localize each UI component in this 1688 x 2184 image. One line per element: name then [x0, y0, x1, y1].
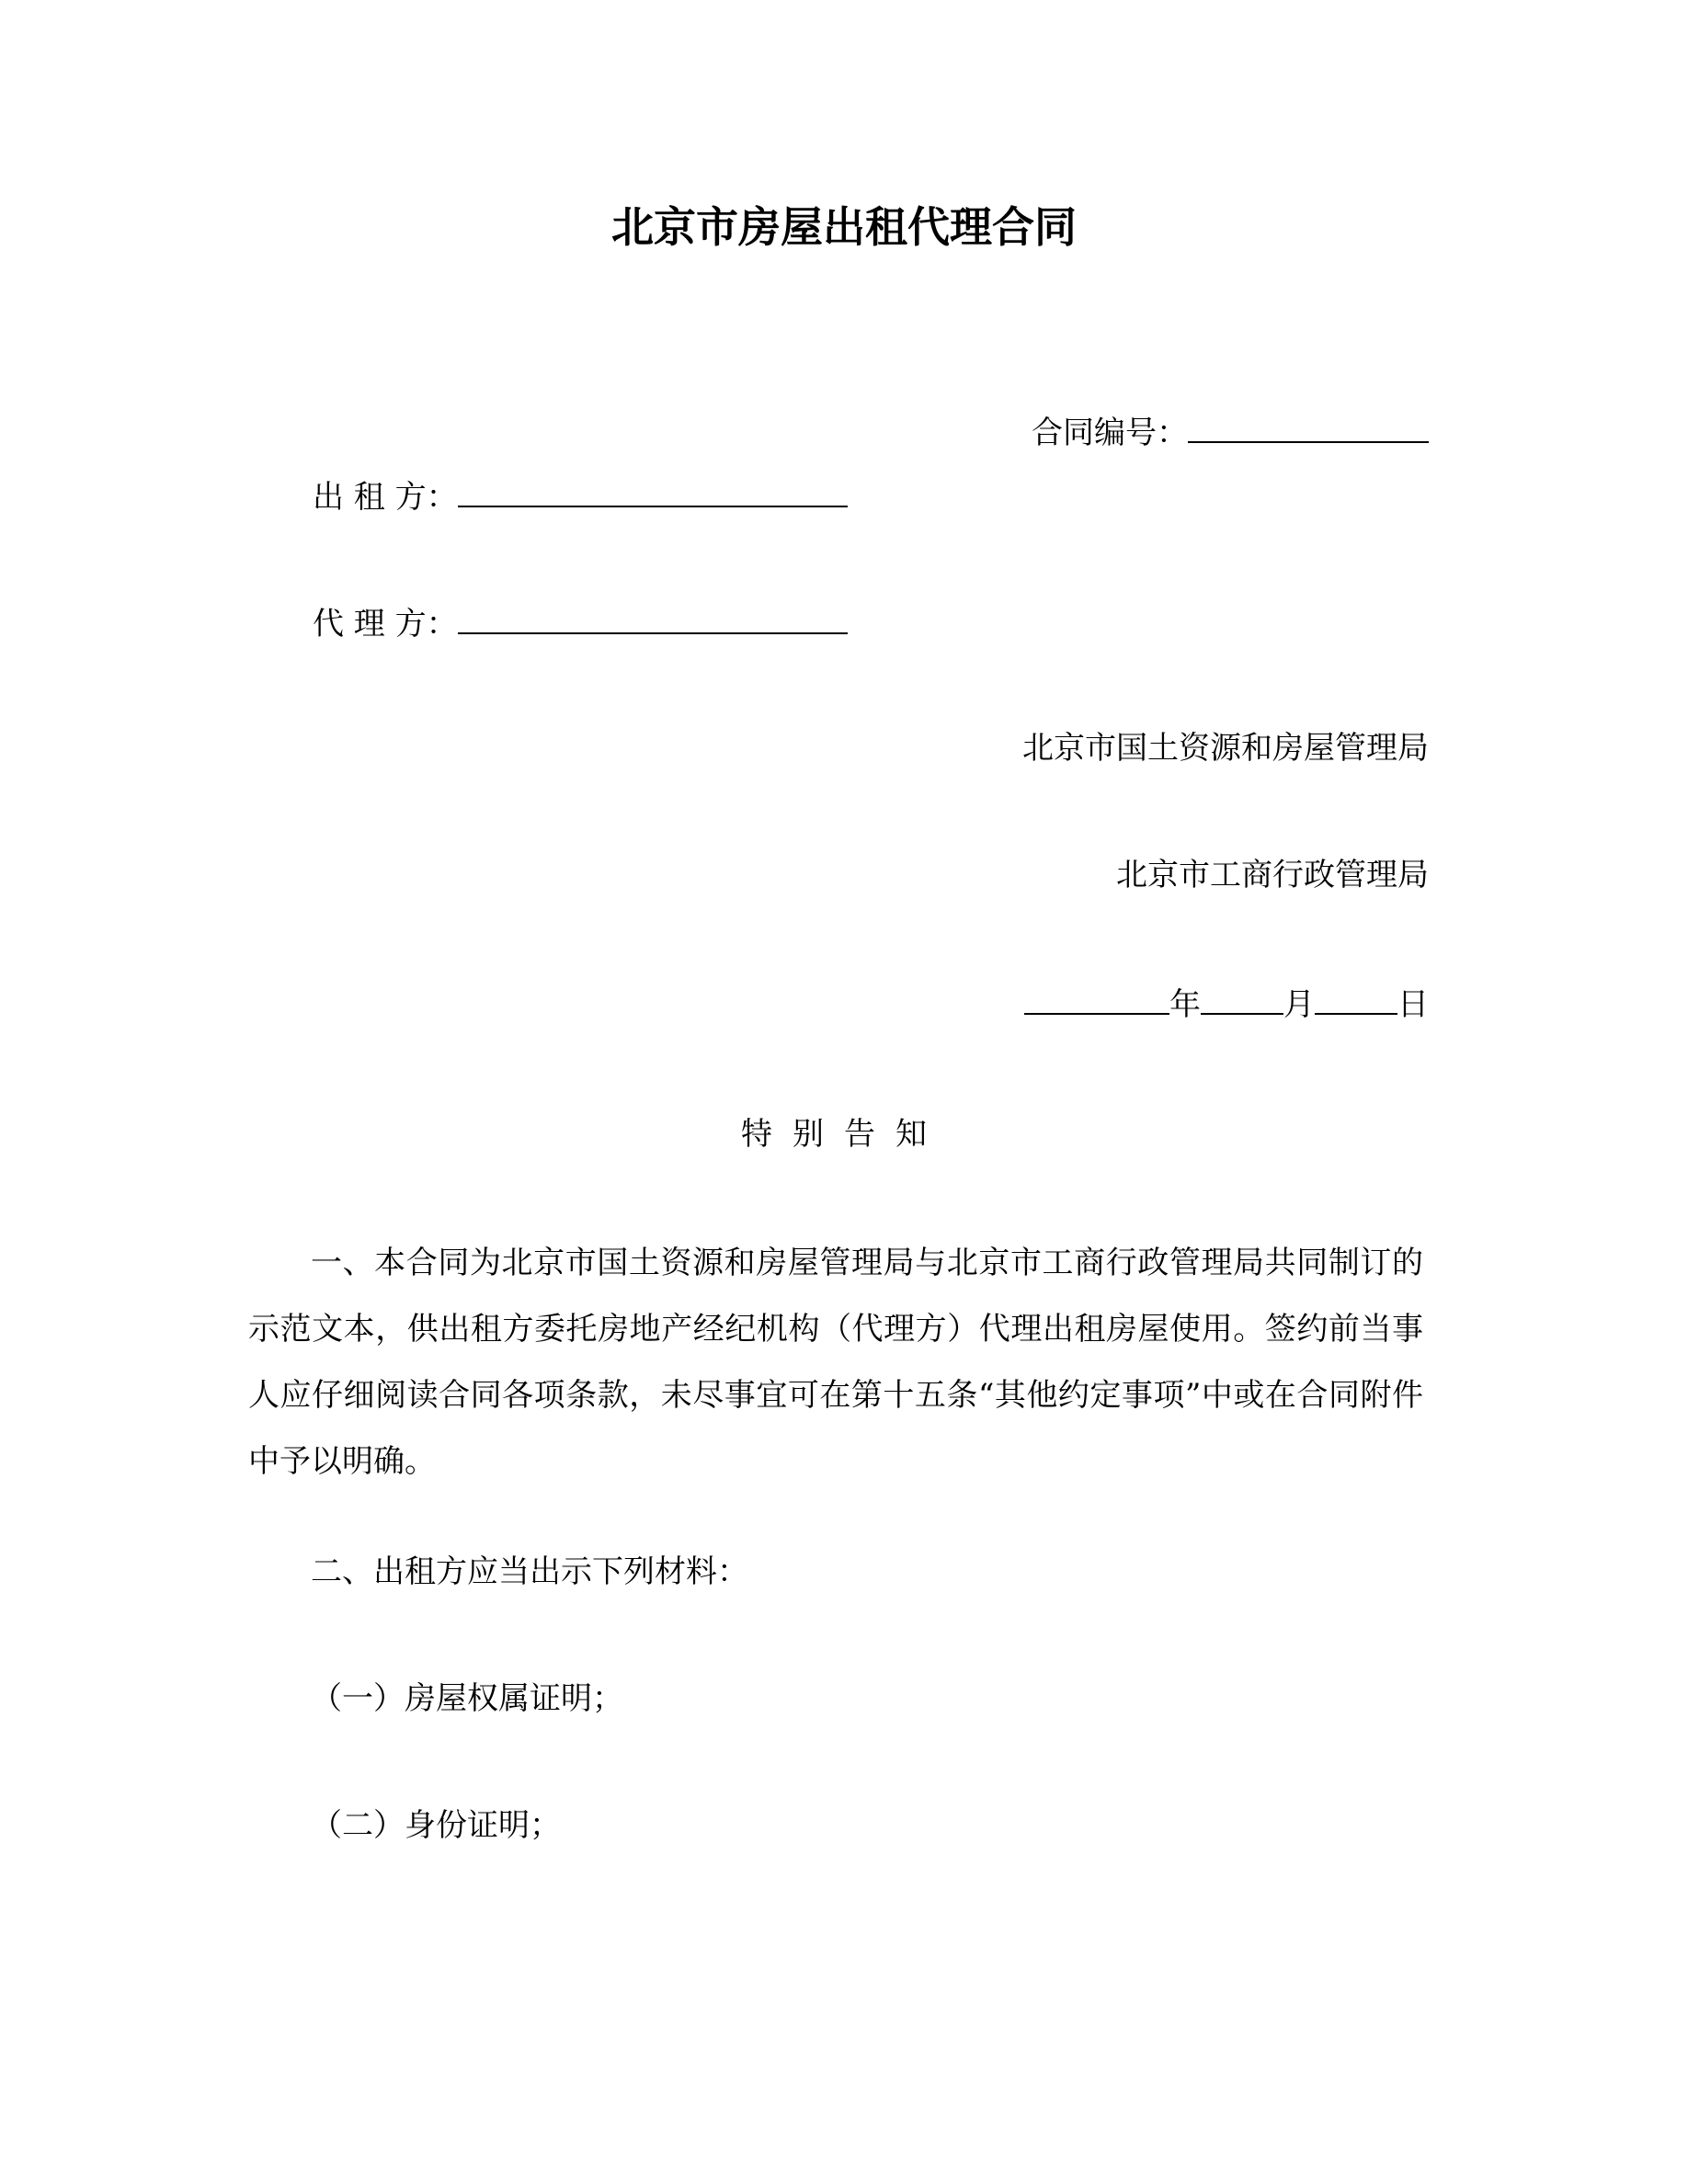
year-label: 年: [1169, 986, 1201, 1023]
material-item-2: （二）身份证明；: [311, 1807, 561, 1844]
contract-number-line: [1032, 408, 1429, 455]
lessor-line: [313, 472, 848, 519]
agent-label: 代 理 方：: [313, 606, 458, 643]
lessor-blank[interactable]: [458, 472, 848, 507]
material-item-1: （一）房屋权属证明；: [311, 1680, 623, 1717]
notice-paragraph-2: 二、出租方应当出示下列材料：: [311, 1553, 748, 1590]
day-blank[interactable]: [1315, 980, 1397, 1015]
year-blank[interactable]: [1024, 980, 1169, 1015]
lessor-label: 出 租 方：: [313, 479, 458, 516]
notice-title: 特别告知: [741, 1116, 947, 1153]
agent-line: [313, 599, 848, 646]
notice-paragraph-1: 一、本合同为北京市国土资源和房屋管理局与北京市工商行政管理局共同制订的示范文本，供出租方委托房地产经纪机构（代理方）代理出租房屋使用。签约前当事人应仔细阅读合同各项条款，未尽事宜可在第十五条“其他约定事项”中或在合同附件中予以明确。: [248, 1245, 1423, 1480]
contract-number-blank[interactable]: [1188, 408, 1429, 443]
contract-number-label: 合同编号：: [1032, 415, 1188, 451]
agent-blank[interactable]: [458, 599, 848, 634]
day-label: 日: [1397, 986, 1429, 1023]
issuer-industry-commerce-bureau: 北京市工商行政管理局: [1116, 857, 1429, 893]
issuer-land-housing-bureau: 北京市国土资源和房屋管理局: [1022, 730, 1429, 767]
month-blank[interactable]: [1201, 980, 1283, 1015]
document-title: 北京市房屋出租代理合同: [611, 202, 1077, 252]
date-line: [1024, 980, 1429, 1027]
month-label: 月: [1283, 986, 1315, 1023]
